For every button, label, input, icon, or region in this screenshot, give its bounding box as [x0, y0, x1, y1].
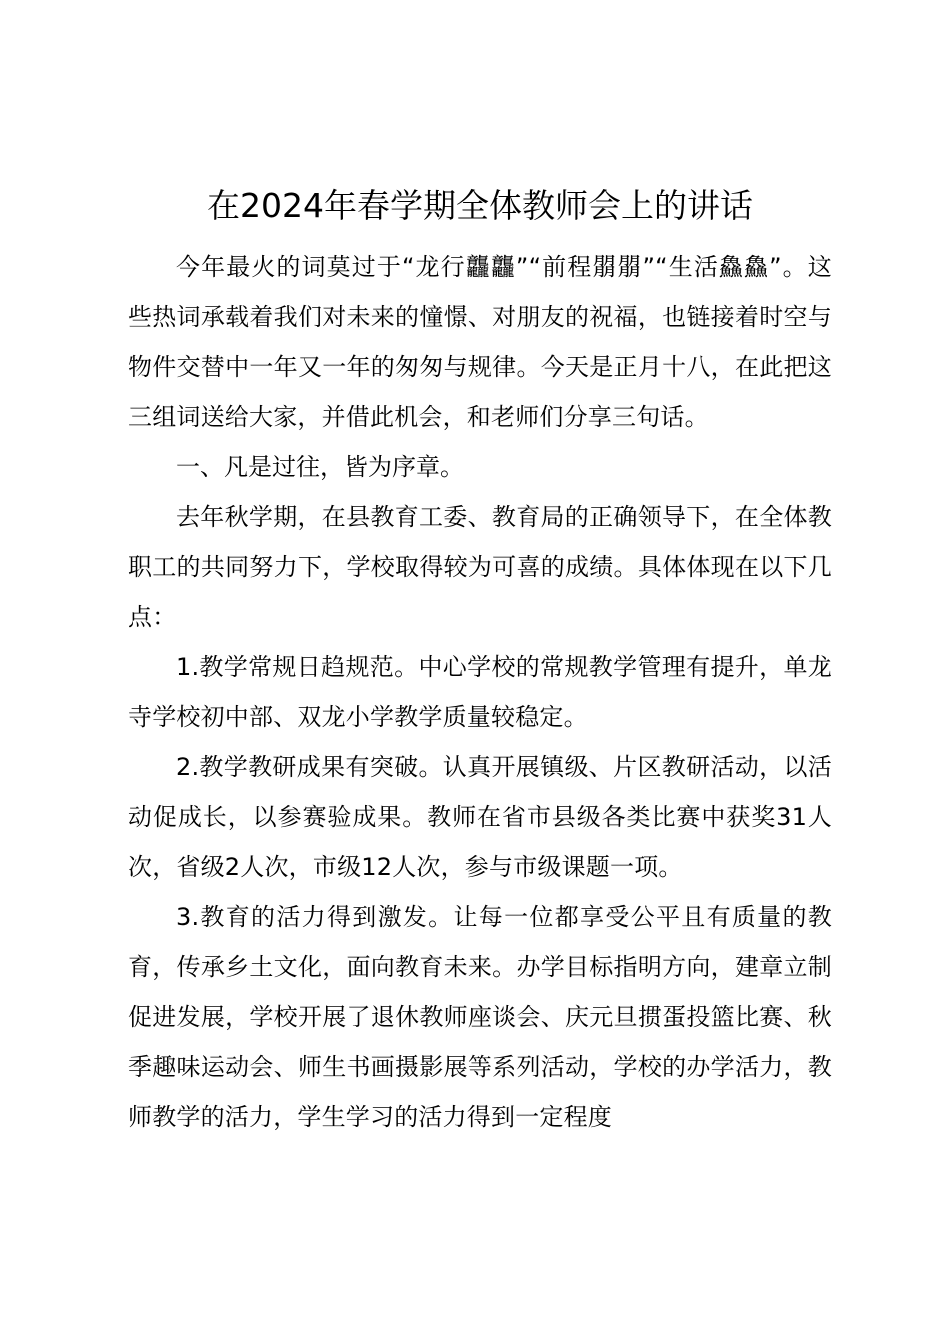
- paragraph-intro: 今年最火的词莫过于“龙行龘龘”“前程朤朤”“生活鱻鱻”。这些热词承载着我们对未来的憧憬、对朋友的祝福，也链接着时空与物件交替中一年又一年的匆匆与规律。今天是正月十八，在此把这三组词送给大家，并借此机会，和老师们分享三句话。: [128, 253, 832, 431]
- paragraph-point-1: 1.教学常规日趋规范。中心学校的常规教学管理有提升，单龙寺学校初中部、双龙小学教学质量较稳定。: [128, 653, 832, 731]
- document-title: 在2024年春学期全体教师会上的讲话: [207, 186, 753, 225]
- paragraph-review: 去年秋学期，在县教育工委、教育局的正确领导下，在全体教职工的共同努力下，学校取得较为可喜的成绩。具体体现在以下几点：: [128, 503, 832, 631]
- document-page: [128, 178, 832, 1142]
- paragraph-point-3: 3.教育的活力得到激发。让每一位都享受公平且有质量的教育，传承乡土文化，面向教育未来。办学目标指明方向，建章立制促进发展，学校开展了退休教师座谈会、庆元旦掼蛋投篮比赛、秋季趣味运动会、师生书画摄影展等系列活动，学校的办学活力，教师教学的活力，学生学习的活力得到一定程度: [128, 903, 832, 1131]
- paragraph-point-2: 2.教学教研成果有突破。认真开展镇级、片区教研活动，以活动促成长，以参赛验成果。教师在省市县级各类比赛中获奖31人次，省级2人次，市级12人次，参与市级课题一项。: [128, 753, 832, 881]
- section-heading-1: 一、凡是过往，皆为序章。: [176, 453, 464, 481]
